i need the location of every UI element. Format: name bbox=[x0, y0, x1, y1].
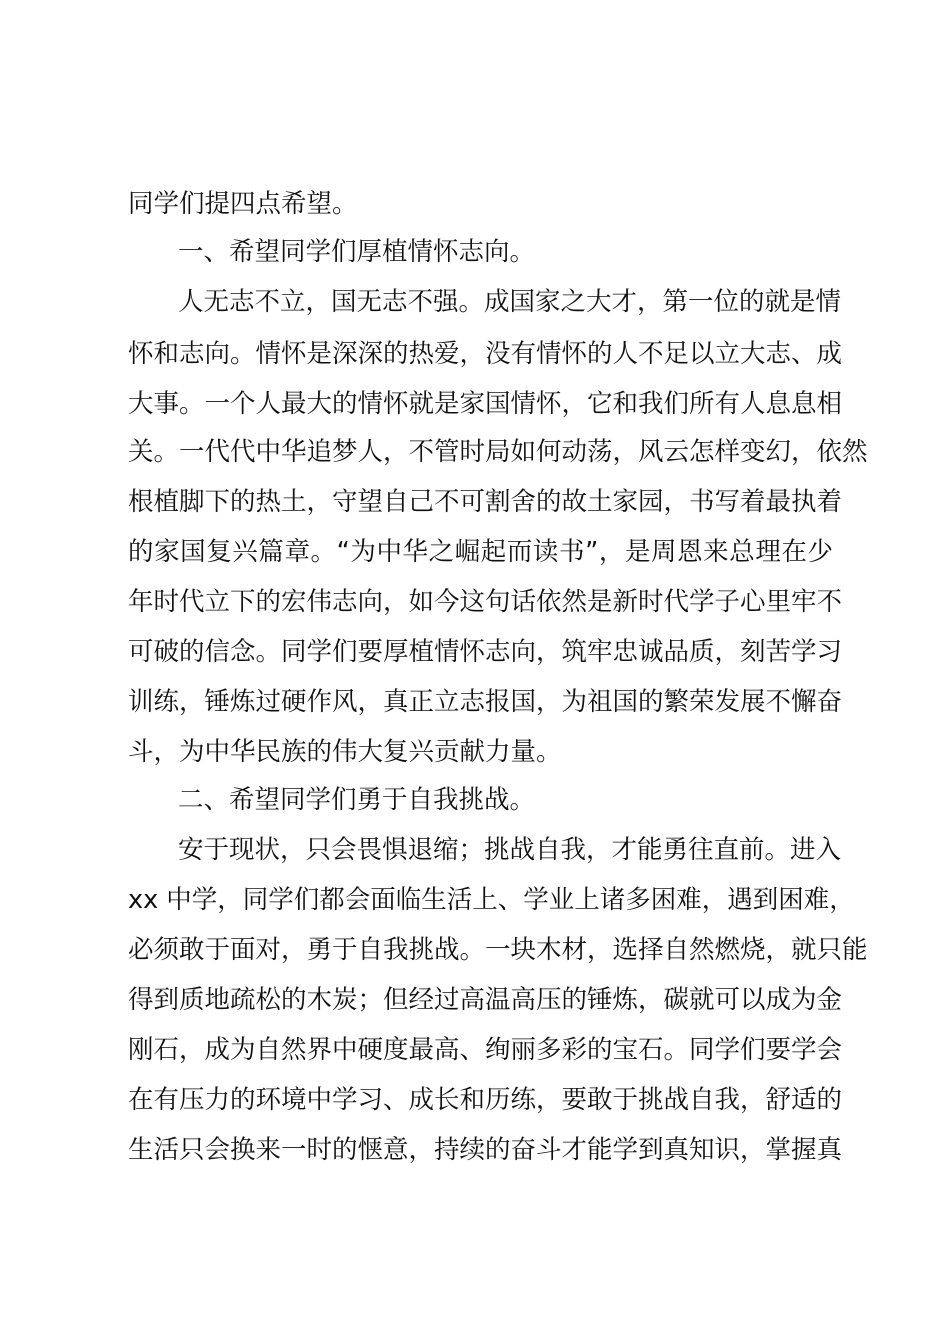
text-line: 关。一代代中华追梦人，不管时局如何动荡，风云怎样变幻，依然 bbox=[128, 437, 868, 467]
text-line: xx 中学，同学们都会面临生活上、学业上诸多困难，遇到困难， bbox=[128, 885, 855, 915]
text-line: 人无志不立，国无志不强。成国家之大才，第一位的就是情 bbox=[178, 287, 842, 317]
text-line: 必须敢于面对，勇于自我挑战。一块木材，选择自然燃烧，就只能 bbox=[128, 935, 868, 965]
text-line: 根植脚下的热土，守望自己不可割舍的故土家园，书写着最执着 bbox=[128, 487, 843, 517]
section-heading: 二、希望同学们勇于自我挑战。 bbox=[178, 785, 536, 815]
text-line: 斗，为中华民族的伟大复兴贡献力量。 bbox=[128, 737, 562, 767]
text-line: 得到质地疏松的木炭；但经过高温高压的锤炼，碳就可以成为金 bbox=[128, 985, 843, 1015]
text-line: 生活只会换来一时的惬意，持续的奋斗才能学到真知识，掌握真 bbox=[128, 1135, 843, 1165]
text-line: 同学们提四点希望。 bbox=[128, 189, 358, 219]
text-line: 刚石，成为自然界中硬度最高、绚丽多彩的宝石。同学们要学会 bbox=[128, 1035, 843, 1065]
text-line: 怀和志向。情怀是深深的热爱，没有情怀的人不足以立大志、成 bbox=[128, 339, 843, 369]
text-line: 年时代立下的宏伟志向，如今这句话依然是新时代学子心里牢不 bbox=[128, 587, 843, 617]
text-line: 训练，锤炼过硬作风，真正立志报国，为祖国的繁荣发展不懈奋 bbox=[128, 687, 843, 717]
section-heading: 一、希望同学们厚植情怀志向。 bbox=[178, 237, 536, 267]
text-line: 安于现状，只会畏惧退缩；挑战自我，才能勇往直前。进入 bbox=[178, 835, 842, 865]
text-line: 的家国复兴篇章。“为中华之崛起而读书”，是周恩来总理在少 bbox=[128, 537, 833, 567]
text-line: 在有压力的环境中学习、成长和历练，要敢于挑战自我，舒适的 bbox=[128, 1085, 843, 1115]
text-line: 可破的信念。同学们要厚植情怀志向，筑牢忠诚品质，刻苦学习 bbox=[128, 637, 843, 667]
text-line: 大事。一个人最大的情怀就是家国情怀，它和我们所有人息息相 bbox=[128, 389, 843, 419]
